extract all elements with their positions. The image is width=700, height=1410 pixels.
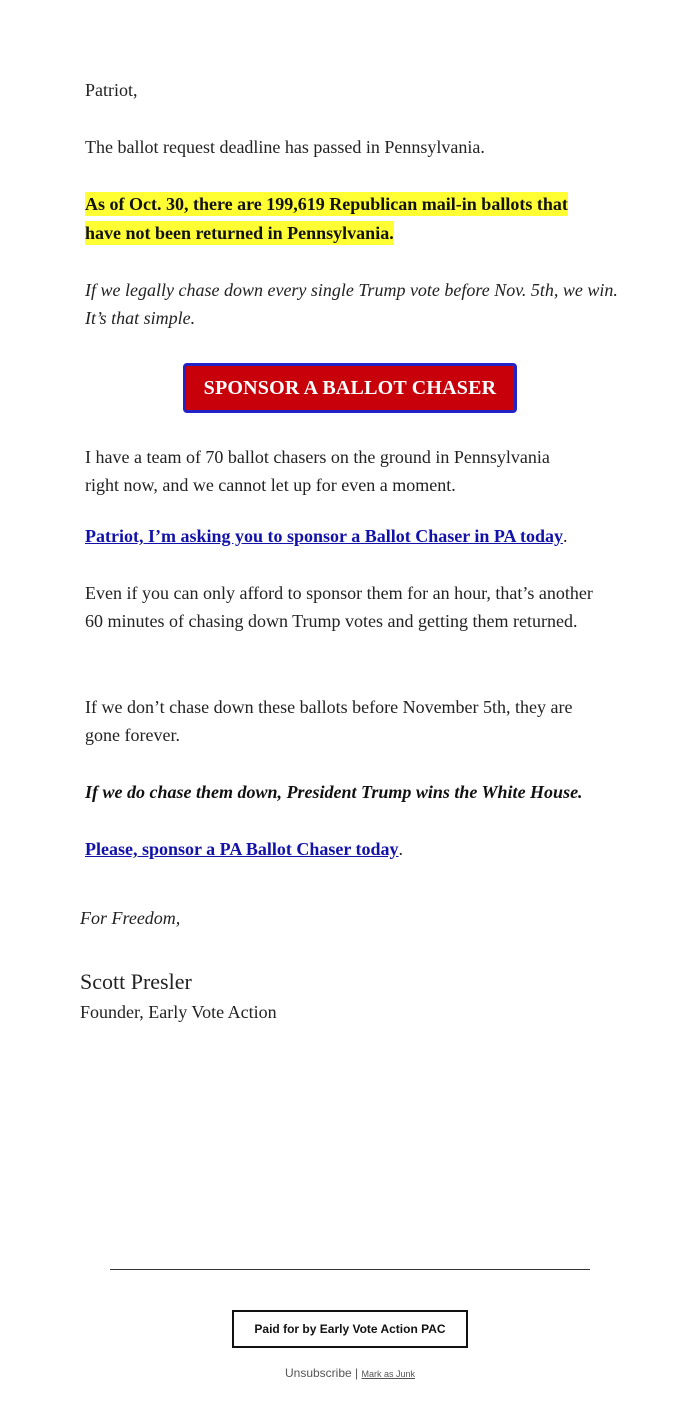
afford-paragraph: Even if you can only afford to sponsor them for an hour, that’s another 60 minutes of chasing down Trump votes and getting them returned. bbox=[85, 583, 593, 631]
sponsor-chaser-link[interactable]: Patriot, I’m asking you to sponsor a Ballot Chaser in PA today bbox=[85, 526, 564, 546]
link-suffix: . bbox=[563, 526, 568, 546]
link-paragraph-1 bbox=[85, 522, 625, 550]
paid-for-disclaimer: Paid for by Early Vote Action PAC bbox=[232, 1310, 468, 1348]
footer-links bbox=[0, 1366, 700, 1380]
deadline-warning-paragraph: If we don’t chase down these ballots before November 5th, they are gone forever. bbox=[85, 697, 573, 745]
footer-separator: | bbox=[351, 1366, 362, 1380]
footer-divider bbox=[110, 1269, 590, 1270]
signer-name: Scott Presler bbox=[80, 969, 192, 994]
link-paragraph-2 bbox=[85, 835, 625, 863]
sponsor-ballot-chaser-button[interactable]: SPONSOR A BALLOT CHASER bbox=[183, 363, 517, 413]
greeting: Patriot, bbox=[85, 80, 138, 100]
cta-container bbox=[183, 363, 517, 413]
unsubscribe-link[interactable]: Unsubscribe bbox=[284, 1366, 352, 1380]
team-paragraph: I have a team of 70 ballot chasers on the ground in Pennsylvania right now, and we cannot let up for even a moment. bbox=[85, 447, 550, 495]
sponsor-pa-chaser-link[interactable]: Please, sponsor a PA Ballot Chaser today bbox=[85, 839, 399, 859]
highlight-paragraph bbox=[85, 190, 605, 248]
italic-paragraph: If we legally chase down every single Trump vote before Nov. 5th, we win. It’s that simple. bbox=[85, 280, 618, 328]
signer-title: Founder, Early Vote Action bbox=[80, 1002, 277, 1022]
signoff: For Freedom, bbox=[80, 908, 181, 928]
deadline-paragraph: The ballot request deadline has passed in Pennsylvania. bbox=[85, 137, 485, 157]
bold-italic-paragraph: If we do chase them down, President Trump wins the White House. bbox=[85, 782, 583, 802]
highlighted-text: As of Oct. 30, there are 199,619 Republican mail-in ballots that have not been returned in Pennsylvania. bbox=[85, 194, 568, 243]
link-suffix: . bbox=[398, 839, 404, 859]
mark-as-junk-link[interactable]: Mark as Junk bbox=[361, 1369, 416, 1379]
